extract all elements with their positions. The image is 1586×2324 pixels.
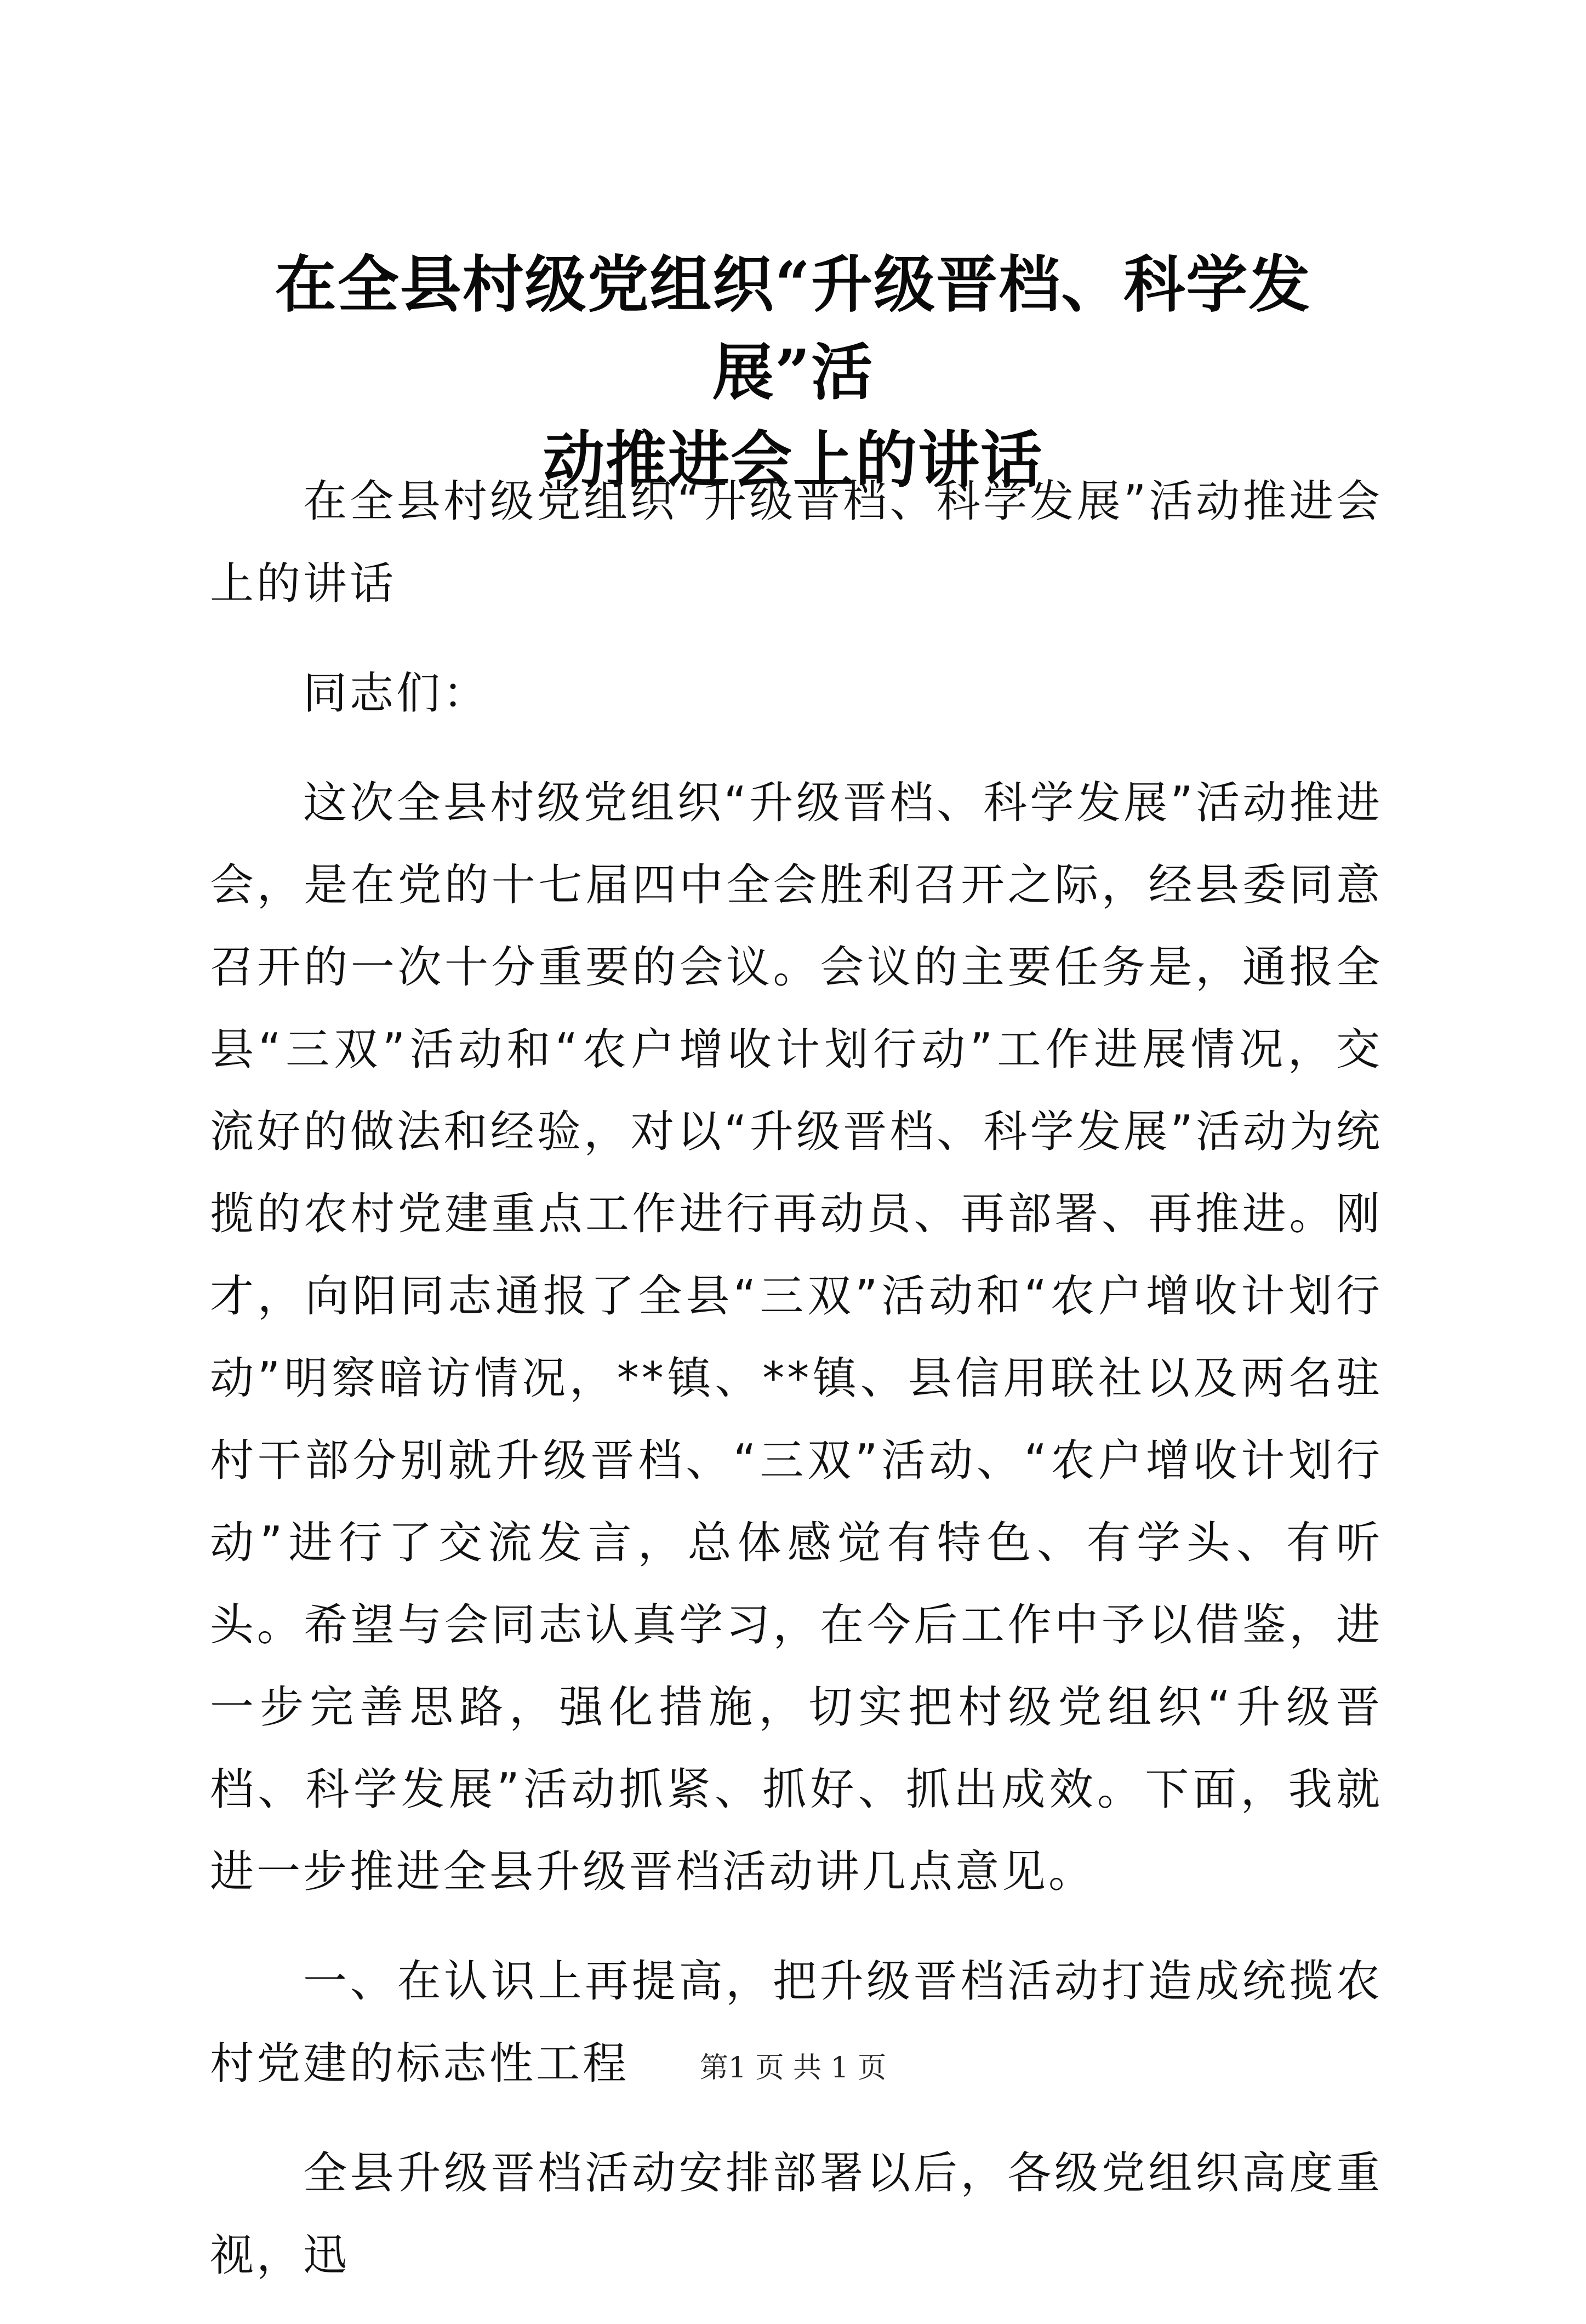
footer-total-pages: 1	[830, 2052, 849, 2084]
document-body	[210, 460, 1383, 2324]
footer-page-prefix: 第	[699, 2052, 728, 2084]
paragraph-section-text: 全县升级晋档活动安排部署以后，各级党组织高度重视，迅	[210, 2148, 1383, 2281]
paragraph-section-heading: 一、在认识上再提高，把升级晋档活动打造成统揽农村党建的标志性工程	[210, 1956, 1383, 2089]
paragraph-introduction: 这次全县村级党组织“升级晋档、科学发展”活动推进会，是在党的十七届四中全会胜利召开之际，经县委同意召开的一次十分重要的会议。会议的主要任务是，通报全县“三双”活动和“农户增收计划行动”工作进展情况，交流好的做法和经验，对以“升级晋档、科学发展”活动为统揽的农村党建重点工作进行再动员、再部署、再推进。刚才，向阳同志通报了全县“三双”活动和“农户增收计划行动”明察暗访情况，**镇、**镇、县信用联社以及两名驻村干部分别就升级晋档、“三双”活动、“农户增收计划行动”进行了交流发言，总体感觉有特色、有学头、有听头。希望与会同志认真学习，在今后工作中予以借鉴，进一步完善思路，强化措施，切实把村级党组织“升级晋档、科学发展”活动抓紧、抓好、抓出成效。下面，我就进一步推进全县升级晋档活动讲几点意见。	[210, 777, 1383, 1897]
footer-page-suffix: 页	[858, 2052, 887, 2084]
page-footer	[0, 2049, 1586, 2087]
footer-page-number: 1	[728, 2052, 746, 2084]
paragraph-subtitle: 在全县村级党组织“升级晋档、科学发展”活动推进会上的讲话	[210, 476, 1383, 609]
title-line-2: 动推进会上的讲话	[543, 424, 1043, 496]
paragraph-salutation: 同志们：	[303, 668, 489, 719]
footer-page-mid: 页 共	[755, 2052, 821, 2084]
title-line-1: 在全县村级党组织“升级晋档、科学发展”活	[275, 249, 1311, 408]
